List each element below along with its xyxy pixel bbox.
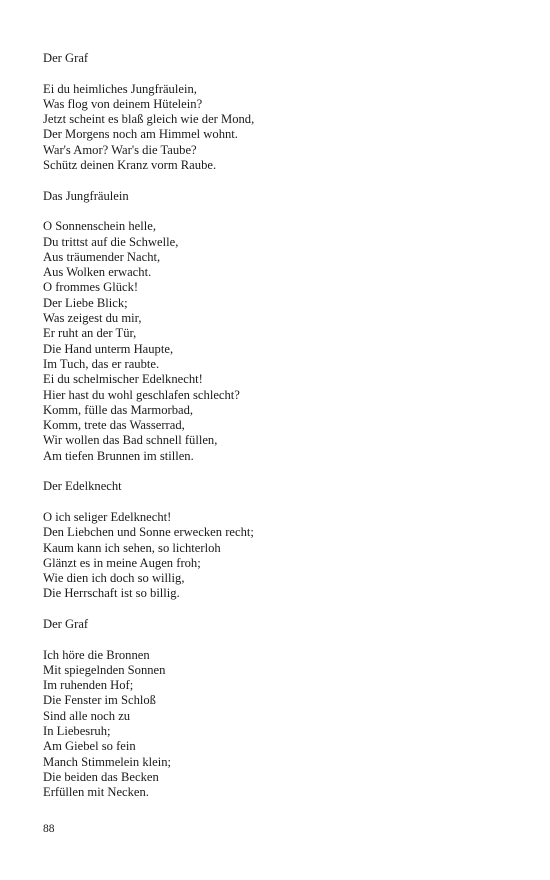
verse-line: Ei du heimliches Jungfräulein, [43,81,197,96]
verse-line: Die Herrschaft ist so billig. [43,586,180,601]
section-graf-1 [43,51,523,173]
verse-line: Hier hast du wohl geschlafen schlecht? [43,387,240,402]
section-gap [43,464,523,479]
verse-line: Erfüllen mit Necken. [43,785,149,800]
verse-line: Ei du schelmischer Edelknecht! [43,372,203,387]
verse-line: Jetzt scheint es blaß gleich wie der Mond, [43,112,255,127]
verse-line: In Liebesruh; [43,724,111,739]
speaker-name: Der Edelknecht [43,479,122,494]
section-jungfraeulein [43,189,523,464]
verse-line: Sind alle noch zu [43,708,131,723]
verse-line: Mit spiegelnden Sonnen [43,662,166,677]
verse-line: Im ruhenden Hof; [43,678,134,693]
verse-line: Wie dien ich doch so willig, [43,571,185,586]
verse-line: Kaum kann ich sehen, so lichterloh [43,540,221,555]
verse-line: Der Morgens noch am Himmel wohnt. [43,127,238,142]
verse-line: O Sonnenschein helle, [43,219,156,234]
verse-line: O frommes Glück! [43,280,139,295]
verse-line: Am Giebel so fein [43,739,136,754]
verse-line: Du trittst auf die Schwelle, [43,234,179,249]
speaker-name: Der Graf [43,51,89,65]
verse-line: Schütz deinen Kranz vorm Raube. [43,158,217,173]
line-gap [43,632,523,647]
verse-line: Die Fenster im Schloß [43,693,156,708]
verse-line: O ich seliger Edelknecht! [43,509,172,524]
line-gap [43,495,523,510]
verse-line: War's Amor? War's die Taube? [43,142,197,157]
verse-line: Die beiden das Becken [43,769,159,784]
verse-line: Glänzt es in meine Augen froh; [43,555,201,570]
stanza [43,219,523,464]
stanza [43,510,523,602]
section-graf-2 [43,617,523,801]
section-edelknecht [43,479,523,601]
verse-line: Was zeigest du mir, [43,311,142,326]
verse-line: Was flog von deinem Hütelein? [43,96,203,111]
verse-line: Wir wollen das Bad schnell füllen, [43,433,218,448]
line-gap [43,204,523,219]
speaker-name: Das Jungfräulein [43,188,129,203]
section-gap [43,173,523,188]
verse-line: Komm, fülle das Marmorbad, [43,402,194,417]
verse-line: Am tiefen Brunnen im stillen. [43,448,194,463]
verse-line: Er ruht an der Tür, [43,326,137,341]
line-gap [43,66,523,81]
verse-line: Im Tuch, das er raubte. [43,356,160,371]
poem-page [43,51,523,801]
verse-line: Den Liebchen und Sonne erwecken recht; [43,525,254,540]
verse-line: Aus träumender Nacht, [43,249,161,264]
verse-line: Aus Wolken erwacht. [43,265,152,280]
verse-line: Manch Stimmelein klein; [43,754,172,769]
speaker-name: Der Graf [43,616,89,631]
stanza [43,82,523,174]
verse-line: Komm, trete das Wasserrad, [43,418,185,433]
verse-line: Ich höre die Bronnen [43,647,150,662]
verse-line: Der Liebe Blick; [43,295,128,310]
verse-line: Die Hand unterm Haupte, [43,341,174,356]
page-number: 88 [43,823,55,835]
section-gap [43,602,523,617]
stanza [43,648,523,801]
